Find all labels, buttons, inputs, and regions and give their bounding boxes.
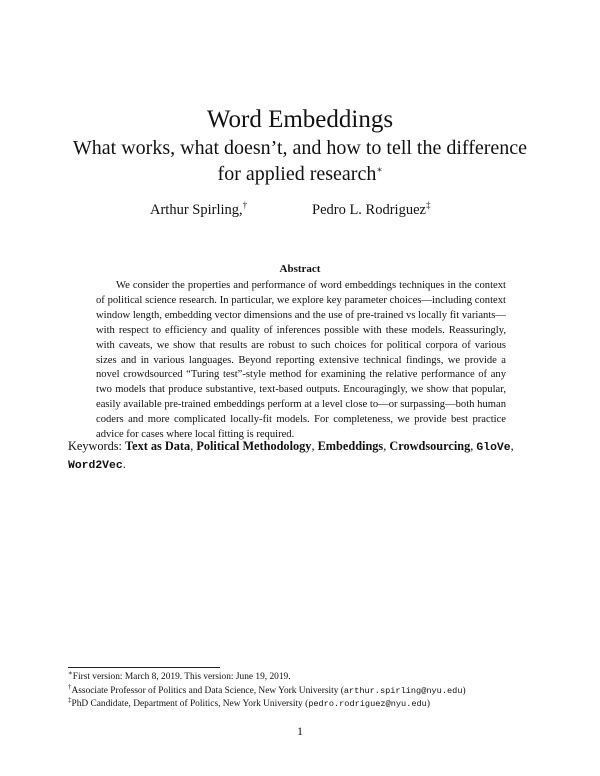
subtitle-line-2-text: for applied research: [217, 163, 377, 185]
footnote-text: First version: March 8, 2019. This version: June 19, 2019.: [72, 672, 291, 682]
author-name: Arthur Spirling,: [150, 202, 243, 218]
author-name: Pedro L. Rodriguez: [312, 202, 426, 218]
subtitle-line-1: What works, what doesn’t, and how to tell the difference: [72, 137, 528, 159]
footnote-mark: †: [68, 682, 72, 691]
paper-subtitle: [40, 135, 560, 187]
abstract-text: We consider the properties and performance of word embeddings techniques in the context of political science research. In particular, we explore key parameter choices—including context window length, embedding vector dimensions and the use of pre-trained vs locally fit variants—with respect to efficiency and quality of inferences possible with these models. Reassuringly, with caveats, we show that results are robust to such choices for political corpora of various sizes and in various languages. Beyond reporting extensive technical findings, we provide a novel crowdsourced “Turing test”-style method for examining the relative performance of any two models that produce substantive, text-based outputs. Encouragingly, we show that popular, easily available pre-trained embeddings perform at a level close to—or surpassing—both human coders and more complicated locally-fit models. For completeness, we provide best practice advice for cases where local fitting is required.: [96, 280, 506, 441]
footnote-mark: ‡: [68, 695, 72, 704]
footnotes: [68, 668, 548, 712]
footnote-rodriguez: [68, 695, 548, 712]
abstract-heading: Abstract: [279, 263, 321, 275]
keywords: Keywords: Text as Data, Political Methodology, Embeddings, Crowdsourcing, GloVe, Word2Vec.: [68, 439, 514, 472]
footnote-close: ): [426, 699, 430, 709]
email-link[interactable]: arthur.spirling@nyu.edu: [343, 685, 463, 696]
footnote-text: Associate Professor of Politics and Data Science, New York University (: [71, 685, 344, 696]
footnote-text: PhD Candidate, Department of Politics, New York University (: [71, 699, 309, 709]
keyword: Crowdsourcing: [389, 439, 471, 453]
page-number: 1: [297, 724, 303, 738]
author-spirling: [150, 200, 247, 220]
subtitle-footnote-mark: ∗: [376, 164, 383, 175]
footnote-spirling: [68, 682, 548, 699]
subtitle-line-2: [40, 161, 560, 187]
footnote-close: ): [462, 685, 466, 696]
author-rodriguez: [312, 200, 430, 220]
footnote-rule: [68, 667, 220, 668]
keywords-label: Keywords:: [68, 439, 122, 453]
paper-title: Word Embeddings: [206, 106, 394, 133]
footnote-mark: ∗: [68, 668, 73, 677]
keyword: Text as Data: [125, 439, 191, 453]
footnote-version: [68, 668, 548, 685]
keyword: Embeddings: [317, 439, 384, 453]
author-footnote-mark: †: [242, 200, 248, 211]
author-footnote-mark: ‡: [425, 200, 431, 211]
keyword: Word2Vec: [68, 460, 123, 472]
email-link[interactable]: pedro.rodriguez@nyu.edu: [308, 699, 427, 709]
keyword: Political Methodology: [196, 439, 312, 453]
keyword: GloVe: [476, 442, 511, 454]
